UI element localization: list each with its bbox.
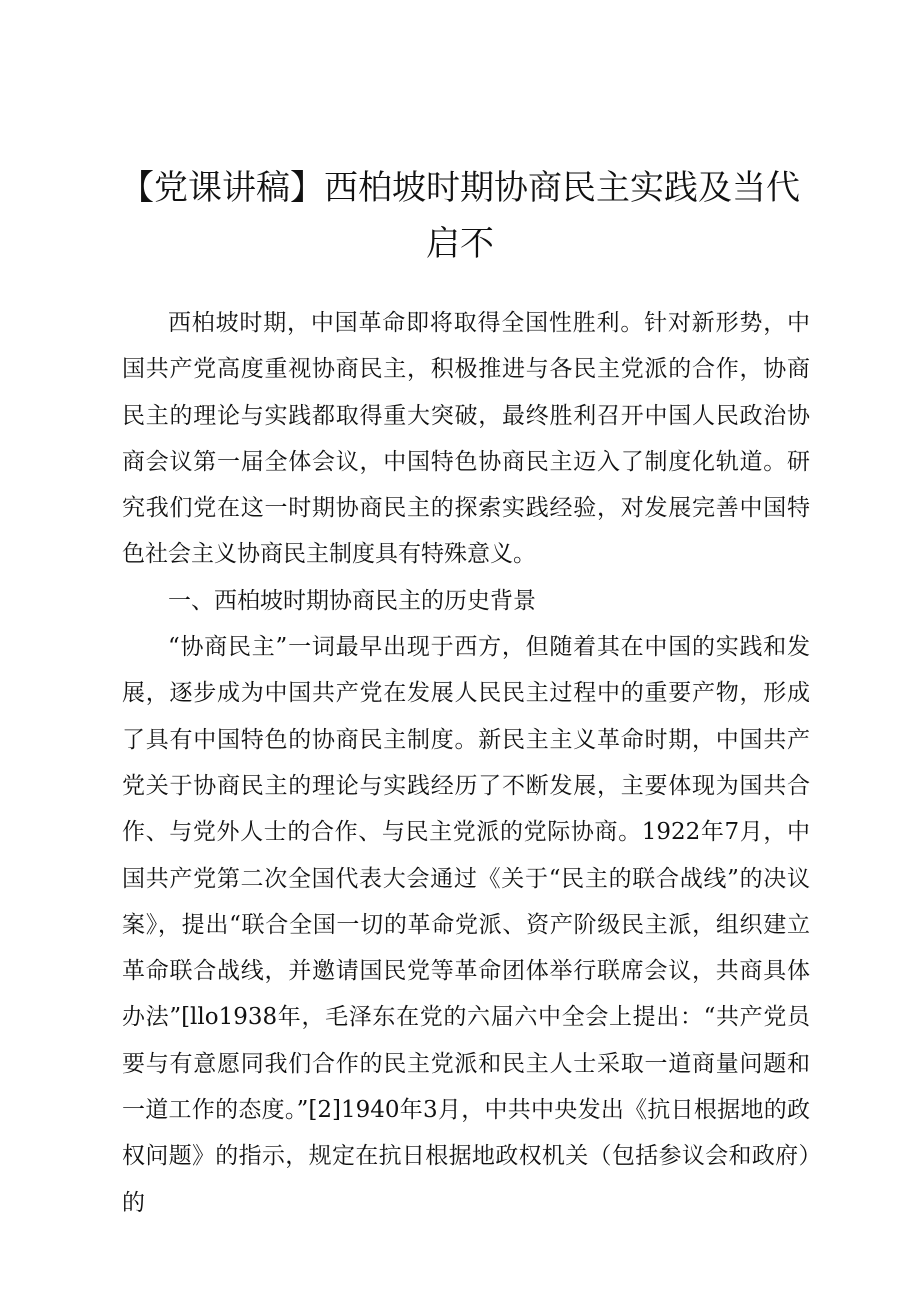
document-body <box>122 300 810 1226</box>
page-title <box>110 160 810 272</box>
title-line-2: 启不 <box>426 224 494 264</box>
section-paragraph: “协商民主”一词最早出现于西方，但随着其在中国的实践和发展，逐步成为中国共产党在发展人民民主过程中的重要产物，形成了具有中国特色的协商民主制度。新民主主义革命时期，中国共产党关于协商民主的理论与实践经历了不断发展，主要体现为国共合作、与党外人士的合作、与民主党派的党际协商。1922年7月，中国共产党第二次全国代表大会通过《关于“民主的联合战线”的决议案》，提出“联合全国一切的革命党派、资产阶级民主派，组织建立革命联合战线，并邀请国民党等革命团体举行联席会议，共商具体办法”[llo1938年，毛泽东在党的六届六中全会上提出：“共产党员要与有意愿同我们合作的民主党派和民主人士采取一道商量问题和一道工作的态度。”[2]1940年3月，中共中央发出《抗日根据地的政权问题》的指示，规定在抗日根据地政权机关（包括参议会和政府）的 <box>122 634 810 1216</box>
title-line-1: 【党课讲稿】西柏坡时期协商民主实践及当代 <box>120 168 800 208</box>
intro-paragraph: 西柏坡时期，中国革命即将取得全国性胜利。针对新形势，中国共产党高度重视协商民主，积极推进与各民主党派的合作，协商民主的理论与实践都取得重大突破，最终胜利召开中国人民政治协商会议第一届全体会议，中国特色协商民主迈入了制度化轨道。研究我们党在这一时期协商民主的探索实践经验，对发展完善中国特色社会主义协商民主制度具有特殊意义。 <box>122 310 810 568</box>
section-heading: 一、西柏坡时期协商民主的历史背景 <box>168 587 536 614</box>
